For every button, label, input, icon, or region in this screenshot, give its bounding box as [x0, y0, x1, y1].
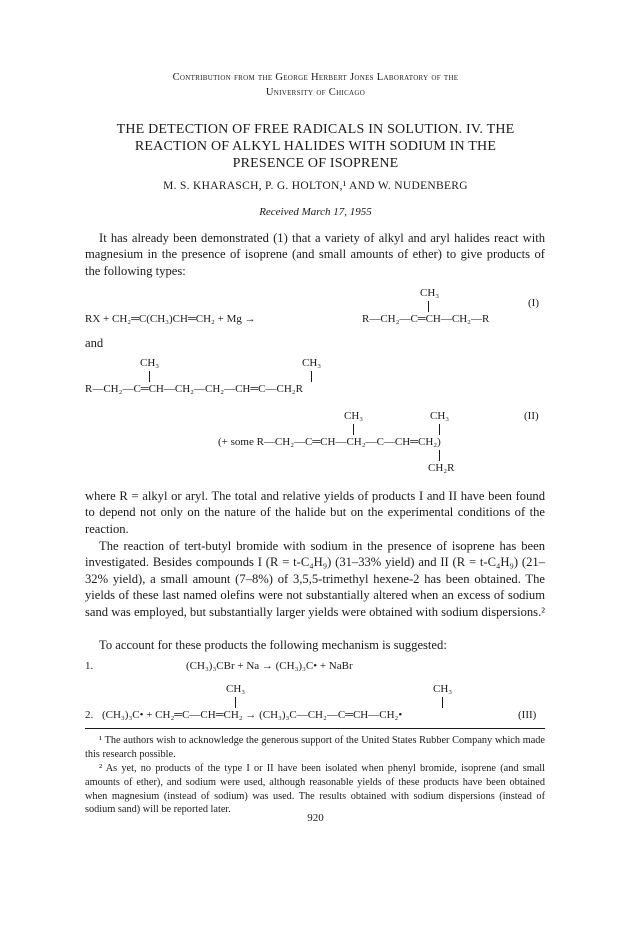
eq2-bond-a: [149, 371, 150, 382]
paper-title-line-2: REACTION OF ALKYL HALIDES WITH SODIUM IN THE: [134, 139, 497, 154]
step-2-ch3-a: CH₃: [226, 683, 246, 695]
step-2-number: 2.: [85, 709, 94, 721]
footnote-divider: [85, 728, 545, 729]
step-2-equation: (CH₃)₃C• + CH₂═C—CH═CH₂ → (CH₃)₃C—CH₂—C═CH—CH₂•: [102, 709, 403, 721]
eq2-ch3-c: CH₃: [344, 410, 364, 422]
eq2-bond-e: [439, 450, 440, 461]
step-2-bond-a: [235, 697, 236, 708]
eq1-bond: [428, 301, 429, 312]
body-paragraph-2: The reaction of tert-butyl bromide with sodium in the presence of isoprene has been investigated. Besides compounds I (R = t-C₄H₉) (31–33% yield) and II (R = t-C₄H₉) (21–32% yield), a small amount (7–8%) of 3,5,5-trimethyl hexene-2 has been obtained. The yields of these last named olefins were not substantially altered when an excess of sodium sand was employed, but substantially larger yields were obtained with sodium dispersions.²: [85, 539, 545, 619]
eq1-label: (I): [528, 297, 539, 309]
step-2-bond-b: [442, 697, 443, 708]
page-number: 920: [307, 812, 324, 824]
affiliation-line-2: University of Chicago: [265, 87, 366, 98]
affiliation-line-1: Contribution from the George Herbert Jones Laboratory of the: [172, 72, 459, 83]
paper-title-line-3: PRESENCE OF ISOPRENE: [232, 156, 399, 171]
body-paragraph-1: where R = alkyl or aryl. The total and relative yields of products I and II have been found to depend not only on the nature of the halide but on the experimental conditions of the reaction.: [85, 489, 545, 536]
authors: M. S. KHARASCH, P. G. HOLTON,¹ AND W. NUDENBERG: [163, 180, 468, 192]
eq2-ch3-b: CH₃: [302, 357, 322, 369]
paper-title-line-1: THE DETECTION OF FREE RADICALS IN SOLUTION. IV. THE: [116, 122, 515, 137]
received-date: Received March 17, 1955: [259, 206, 372, 218]
body-paragraph-3: To account for these products the following mechanism is suggested:: [99, 638, 447, 652]
eq2-ch3-a: CH₃: [140, 357, 160, 369]
eq2-bond-c: [353, 424, 354, 435]
footnote-2: ² As yet, no products of the type I or II have been isolated when phenyl bromide, isoprene (and small amounts of ether), and sodium were used, although reasonable yields of these products have been obtained when magnesium (instead of sodium) was used. The results obtained with sodium dispersions (instead of sodium sand) will be reported later.: [85, 763, 545, 816]
eq2-ch3-d: CH₃: [430, 410, 450, 422]
step-2-label: (III): [518, 709, 537, 721]
eq2-line-1: R—CH₂—C═CH—CH₂—CH₂—CH═C—CH₂R: [85, 383, 303, 395]
eq1-reactants: RX + CH₂═C(CH₃)CH═CH₂ + Mg →: [85, 313, 256, 325]
step-1-equation: (CH₃)₃CBr + Na → (CH₃)₃C• + NaBr: [186, 660, 353, 672]
and-text: and: [85, 336, 104, 350]
eq2-line-2: (+ some R—CH₂—C═CH—CH₂—C—CH═CH₂): [218, 436, 441, 448]
eq2-ch2r: CH₂R: [428, 462, 455, 474]
footnote-1: ¹ The authors wish to acknowledge the generous support of the United States Rubber Company which made this research possible.: [85, 735, 545, 760]
eq1-product: R—CH₂—C═CH—CH₂—R: [362, 313, 490, 325]
step-1-number: 1.: [85, 660, 94, 672]
intro-paragraph: It has already been demonstrated (1) that a variety of alkyl and aryl halides react with magnesium in the presence of isoprene (and small amounts of ether) to give products of the following types:: [85, 231, 545, 278]
eq2-bond-b: [311, 371, 312, 382]
eq2-label: (II): [524, 410, 539, 422]
eq1-ch3: CH₃: [420, 287, 440, 299]
eq2-bond-d: [439, 424, 440, 435]
step-2-ch3-b: CH₃: [433, 683, 453, 695]
